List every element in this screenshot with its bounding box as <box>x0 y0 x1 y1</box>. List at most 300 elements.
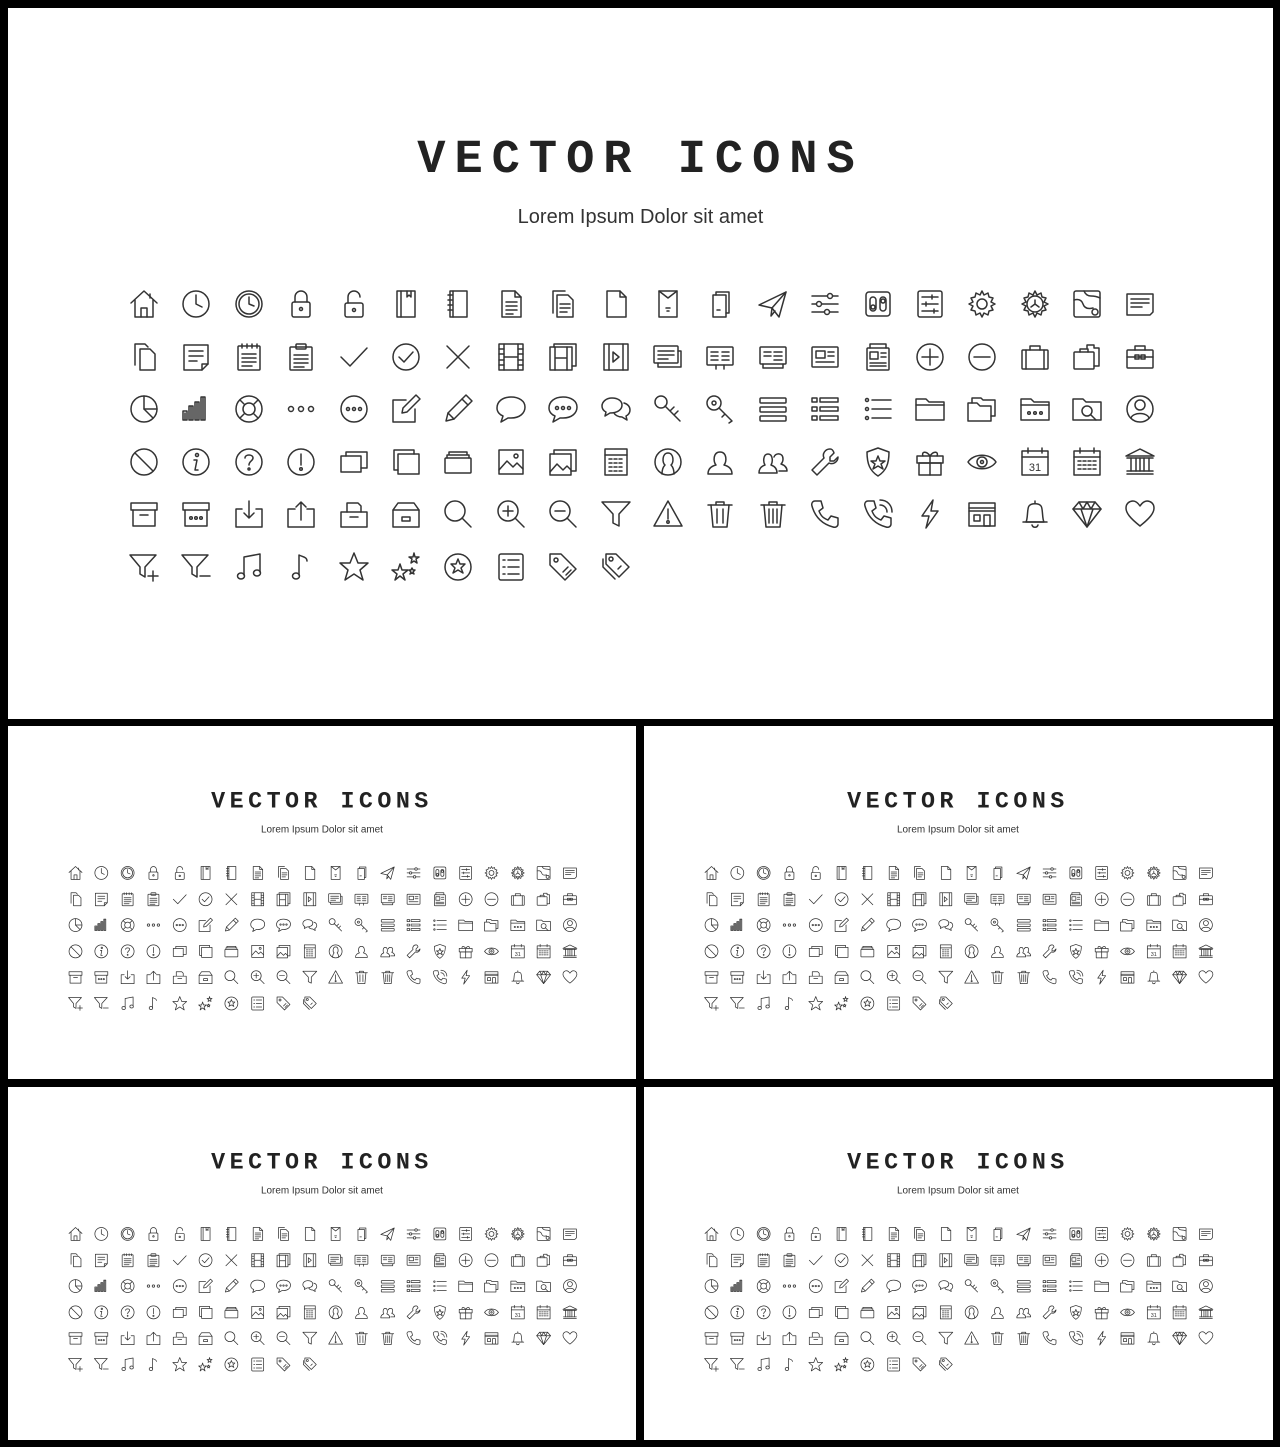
chats-icon <box>301 1277 319 1295</box>
folder-search-icon <box>1171 1277 1189 1295</box>
list-icon <box>807 391 843 427</box>
user-round-icon <box>327 1303 345 1321</box>
video-icon <box>937 890 955 908</box>
upload-box-icon <box>781 968 799 986</box>
notebook-icon <box>223 1225 241 1243</box>
thumbnail-slide-3[interactable] <box>8 1087 636 1440</box>
gear-icon <box>483 864 501 882</box>
bank-icon <box>561 1303 579 1321</box>
paper-plane-icon <box>755 286 791 322</box>
folders-icon <box>483 916 501 934</box>
diamond-icon <box>535 968 553 986</box>
copy-icon <box>126 339 162 375</box>
envelope-doc-icon <box>327 1225 345 1243</box>
images-icon <box>911 1303 929 1321</box>
pencil-icon <box>223 1277 241 1295</box>
slide-subtitle: Lorem Ipsum Dolor sit amet <box>517 206 764 228</box>
key-icon <box>963 1277 981 1295</box>
diamond-icon <box>535 1329 553 1347</box>
users-icon <box>379 942 397 960</box>
checklist-icon <box>493 549 529 585</box>
more-circle-icon <box>807 1277 825 1295</box>
film-icon <box>885 890 903 908</box>
bullet-list-icon <box>431 1277 449 1295</box>
stars-icon <box>197 995 215 1013</box>
user-circle-icon <box>1197 1277 1215 1295</box>
bell-icon <box>509 968 527 986</box>
checklist-icon <box>885 1356 903 1374</box>
chat-icon <box>885 916 903 934</box>
documents-icon <box>911 864 929 882</box>
archive-dots-icon <box>93 1329 111 1347</box>
ticket-icon <box>561 1225 579 1243</box>
pie-chart-icon <box>67 1277 85 1295</box>
document-icon <box>885 864 903 882</box>
cards-icon <box>989 890 1007 908</box>
paper-plane-icon <box>379 1225 397 1243</box>
user-circle-icon <box>561 1277 579 1295</box>
stars-icon <box>833 995 851 1013</box>
info-icon <box>729 942 747 960</box>
notepad-icon <box>755 1251 773 1269</box>
folder-search-icon <box>1171 916 1189 934</box>
phone-icon <box>405 968 423 986</box>
bar-chart-icon <box>93 916 111 934</box>
film-icon <box>249 890 267 908</box>
folder-icon <box>1093 916 1111 934</box>
chat-icon <box>885 1277 903 1295</box>
clock-filled-icon <box>119 1225 137 1243</box>
shield-star-icon <box>1067 1303 1085 1321</box>
box-open-icon <box>833 968 851 986</box>
users-icon <box>1015 1303 1033 1321</box>
zoom-in-icon <box>885 1329 903 1347</box>
suitcase-icon <box>509 890 527 908</box>
filter-minus-icon <box>93 1356 111 1374</box>
lifebuoy-icon <box>755 1277 773 1295</box>
suitcases-icon <box>1069 339 1105 375</box>
archive-icon <box>67 1329 85 1347</box>
list-icon <box>1041 1277 1059 1295</box>
warning-icon <box>963 1329 981 1347</box>
stars-icon <box>197 1356 215 1374</box>
slide-content <box>8 8 1273 719</box>
pie-chart-icon <box>703 1277 721 1295</box>
bar-chart-icon <box>178 391 214 427</box>
cards-icon <box>702 339 738 375</box>
minus-circle-icon <box>483 890 501 908</box>
chat-icon <box>249 916 267 934</box>
slide-subtitle: Lorem Ipsum Dolor sit amet <box>897 824 1019 836</box>
box-open-icon <box>833 1329 851 1347</box>
gift-icon <box>912 444 948 480</box>
copy-icon <box>67 890 85 908</box>
unlock-icon <box>171 864 189 882</box>
menu-icon <box>1015 916 1033 934</box>
wrench-icon <box>807 444 843 480</box>
star-badge-icon <box>440 549 476 585</box>
chat-typing-icon <box>911 1277 929 1295</box>
toggle-icon <box>1067 864 1085 882</box>
film-icon <box>493 339 529 375</box>
trash-icon <box>989 1329 1007 1347</box>
eye-icon <box>1119 1303 1137 1321</box>
svg-text:31: 31 <box>514 951 521 958</box>
menu-icon <box>755 391 791 427</box>
wrench-icon <box>405 1303 423 1321</box>
unlock-icon <box>336 286 372 322</box>
more-circle-icon <box>171 916 189 934</box>
unlock-icon <box>171 1225 189 1243</box>
calendar-icon <box>1171 1303 1189 1321</box>
lifebuoy-icon <box>119 1277 137 1295</box>
gift-icon <box>1093 942 1111 960</box>
news-stack-icon <box>1067 1251 1085 1269</box>
clock-filled-icon <box>119 864 137 882</box>
archive-icon <box>67 968 85 986</box>
phone-icon <box>1041 1329 1059 1347</box>
user-circle-icon <box>1122 391 1158 427</box>
grid-calendar-icon <box>937 1303 955 1321</box>
tag-icon <box>275 1356 293 1374</box>
clipboard-icon <box>781 1251 799 1269</box>
key-alt-icon <box>353 1277 371 1295</box>
notebook-icon <box>859 1225 877 1243</box>
zoom-out-icon <box>275 968 293 986</box>
gear-icon <box>483 1225 501 1243</box>
slide-title: VECTOR ICONS <box>847 1149 1069 1176</box>
slide-title: VECTOR ICONS <box>211 1149 433 1176</box>
check-icon <box>807 1251 825 1269</box>
slide-subtitle: Lorem Ipsum Dolor sit amet <box>261 1185 383 1197</box>
search-icon <box>859 968 877 986</box>
gear-alt-icon <box>509 864 527 882</box>
inbox-download-icon <box>119 968 137 986</box>
slide-subtitle: Lorem Ipsum Dolor sit amet <box>261 824 383 836</box>
book-icon <box>197 1225 215 1243</box>
info-icon <box>93 942 111 960</box>
search-icon <box>223 1329 241 1347</box>
messages-icon <box>327 1251 345 1269</box>
ticket-icon <box>1122 286 1158 322</box>
alert-circle-icon <box>781 1303 799 1321</box>
key-alt-icon <box>353 916 371 934</box>
note-icon <box>729 890 747 908</box>
check-circle-icon <box>197 1251 215 1269</box>
gear-icon <box>1119 1225 1137 1243</box>
alert-circle-icon <box>145 942 163 960</box>
plus-circle-icon <box>912 339 948 375</box>
heart-icon <box>1122 496 1158 532</box>
slide-content <box>8 1087 636 1440</box>
paper-plane-icon <box>1015 864 1033 882</box>
phone-call-icon <box>1067 968 1085 986</box>
user-circle-icon <box>561 916 579 934</box>
bullet-list-icon <box>431 916 449 934</box>
lifebuoy-icon <box>119 916 137 934</box>
filter-minus-icon <box>729 1356 747 1374</box>
more-icon <box>145 916 163 934</box>
lightning-icon <box>1093 968 1111 986</box>
menu-icon <box>379 1277 397 1295</box>
close-icon <box>223 1251 241 1269</box>
tray-icon <box>223 942 241 960</box>
sliders-icon <box>405 1225 423 1243</box>
phone-icon <box>807 496 843 532</box>
user-icon <box>353 942 371 960</box>
note-icon <box>729 1251 747 1269</box>
image-icon <box>885 1303 903 1321</box>
sliders-icon <box>1041 1225 1059 1243</box>
slide-title: VECTOR ICONS <box>417 134 864 187</box>
gear-icon <box>1119 864 1137 882</box>
list-icon <box>1041 916 1059 934</box>
users-icon <box>379 1303 397 1321</box>
sliders-icon <box>405 864 423 882</box>
folder-search-icon <box>535 916 553 934</box>
archive-dots-icon <box>729 1329 747 1347</box>
heart-icon <box>561 968 579 986</box>
bank-icon <box>1197 942 1215 960</box>
upload-box-icon <box>283 496 319 532</box>
warning-icon <box>963 968 981 986</box>
toggle-icon <box>1067 1225 1085 1243</box>
suitcase-icon <box>1145 890 1163 908</box>
film-icon <box>885 1251 903 1269</box>
star-badge-icon <box>859 995 877 1013</box>
music-note-icon <box>283 549 319 585</box>
box-open-icon <box>197 968 215 986</box>
video-icon <box>301 1251 319 1269</box>
stars-icon <box>388 549 424 585</box>
chat-icon <box>249 1277 267 1295</box>
store-icon <box>483 1329 501 1347</box>
image-icon <box>493 444 529 480</box>
tray-icon <box>859 942 877 960</box>
notepad-icon <box>755 890 773 908</box>
lock-icon <box>145 1225 163 1243</box>
filter-icon <box>301 968 319 986</box>
pages-icon <box>989 1225 1007 1243</box>
pages-icon <box>353 1225 371 1243</box>
gift-icon <box>457 942 475 960</box>
stars-icon <box>833 1356 851 1374</box>
document-icon <box>249 1225 267 1243</box>
slide-content <box>644 726 1272 1079</box>
thumbnail-slide-1[interactable] <box>8 726 636 1079</box>
films-icon <box>275 1251 293 1269</box>
blank-page-icon <box>937 1225 955 1243</box>
user-round-icon <box>327 942 345 960</box>
eye-icon <box>1119 942 1137 960</box>
check-icon <box>171 890 189 908</box>
bullet-list-icon <box>1067 916 1085 934</box>
search-icon <box>440 496 476 532</box>
folders-icon <box>1119 1277 1137 1295</box>
ban-icon <box>703 942 721 960</box>
cards-icon <box>989 1251 1007 1269</box>
svg-text:31: 31 <box>1150 951 1157 958</box>
home-icon <box>67 1225 85 1243</box>
edit-icon <box>833 916 851 934</box>
archive-dots-icon <box>178 496 214 532</box>
archive-dots-icon <box>729 968 747 986</box>
tags-icon <box>301 995 319 1013</box>
card-stack-icon <box>755 339 791 375</box>
windows-icon <box>807 1303 825 1321</box>
tag-icon <box>545 549 581 585</box>
document-icon <box>249 864 267 882</box>
ticket-icon <box>1197 864 1215 882</box>
blank-page-icon <box>937 864 955 882</box>
ban-icon <box>67 942 85 960</box>
help-icon <box>755 1303 773 1321</box>
filter-minus-icon <box>178 549 214 585</box>
lock-icon <box>781 1225 799 1243</box>
settings-panel-icon <box>1093 1225 1111 1243</box>
thumbnail-slide-2[interactable] <box>644 726 1273 1079</box>
music-notes-icon <box>119 995 137 1013</box>
music-notes-icon <box>119 1356 137 1374</box>
zoom-in-icon <box>249 1329 267 1347</box>
suitcase-icon <box>509 1251 527 1269</box>
windows-icon <box>171 942 189 960</box>
suitcases-icon <box>1171 1251 1189 1269</box>
bank-icon <box>1122 444 1158 480</box>
bullet-list-icon <box>1067 1277 1085 1295</box>
slide-subtitle: Lorem Ipsum Dolor sit amet <box>897 1185 1019 1197</box>
filter-icon <box>937 1329 955 1347</box>
upload-box-icon <box>145 968 163 986</box>
chat-icon <box>493 391 529 427</box>
clock-icon <box>178 286 214 322</box>
lightning-icon <box>457 1329 475 1347</box>
user-icon <box>702 444 738 480</box>
check-circle-icon <box>833 1251 851 1269</box>
box-doc-icon <box>171 968 189 986</box>
shield-star-icon <box>1067 942 1085 960</box>
layers-icon <box>388 444 424 480</box>
heart-icon <box>1197 968 1215 986</box>
users-icon <box>755 444 791 480</box>
menu-icon <box>379 916 397 934</box>
copy-icon <box>703 890 721 908</box>
newspaper-icon <box>405 1251 423 1269</box>
ban-icon <box>67 1303 85 1321</box>
svg-text:31: 31 <box>1028 461 1041 474</box>
lifebuoy-icon <box>231 391 267 427</box>
check-circle-icon <box>388 339 424 375</box>
book-icon <box>833 1225 851 1243</box>
more-icon <box>781 916 799 934</box>
thumbnail-slide-4[interactable] <box>644 1087 1273 1440</box>
edit-icon <box>388 391 424 427</box>
user-icon <box>989 942 1007 960</box>
alert-circle-icon <box>145 1303 163 1321</box>
layers-icon <box>833 1303 851 1321</box>
chat-typing-icon <box>545 391 581 427</box>
gift-icon <box>457 1303 475 1321</box>
clock-filled-icon <box>755 864 773 882</box>
heart-icon <box>561 1329 579 1347</box>
messages-icon <box>963 1251 981 1269</box>
main-slide <box>8 8 1273 719</box>
map-icon <box>1069 286 1105 322</box>
ticket-icon <box>1197 1225 1215 1243</box>
notebook-icon <box>440 286 476 322</box>
lock-icon <box>781 864 799 882</box>
cards-icon <box>353 1251 371 1269</box>
more-icon <box>145 1277 163 1295</box>
tags-icon <box>937 1356 955 1374</box>
card-stack-icon <box>379 1251 397 1269</box>
tag-icon <box>275 995 293 1013</box>
key-icon <box>650 391 686 427</box>
eye-icon <box>964 444 1000 480</box>
tray-icon <box>223 1303 241 1321</box>
eye-icon <box>483 1303 501 1321</box>
bullet-list-icon <box>860 391 896 427</box>
lightning-icon <box>912 496 948 532</box>
clipboard-icon <box>781 890 799 908</box>
lifebuoy-icon <box>755 916 773 934</box>
images-icon <box>275 1303 293 1321</box>
ban-icon <box>126 444 162 480</box>
windows-icon <box>807 942 825 960</box>
info-icon <box>729 1303 747 1321</box>
video-icon <box>937 1251 955 1269</box>
notebook-icon <box>223 864 241 882</box>
films-icon <box>545 339 581 375</box>
user-icon <box>989 1303 1007 1321</box>
user-round-icon <box>963 942 981 960</box>
settings-panel-icon <box>457 864 475 882</box>
folders-icon <box>1119 916 1137 934</box>
layers-icon <box>833 942 851 960</box>
star-icon <box>336 549 372 585</box>
filter-plus-icon <box>703 1356 721 1374</box>
shield-star-icon <box>860 444 896 480</box>
settings-panel-icon <box>912 286 948 322</box>
bank-icon <box>561 942 579 960</box>
box-doc-icon <box>807 1329 825 1347</box>
clock-filled-icon <box>231 286 267 322</box>
checklist-icon <box>249 995 267 1013</box>
close-icon <box>223 890 241 908</box>
sliders-icon <box>1041 864 1059 882</box>
diamond-icon <box>1171 968 1189 986</box>
clock-icon <box>93 1225 111 1243</box>
archive-icon <box>703 1329 721 1347</box>
notepad-icon <box>119 890 137 908</box>
plus-circle-icon <box>457 890 475 908</box>
envelope-doc-icon <box>650 286 686 322</box>
copy-icon <box>67 1251 85 1269</box>
wrench-icon <box>1041 942 1059 960</box>
music-notes-icon <box>231 549 267 585</box>
toolbox-icon <box>561 890 579 908</box>
help-icon <box>119 1303 137 1321</box>
ban-icon <box>703 1303 721 1321</box>
calendar-31-icon <box>1145 1303 1163 1321</box>
trash-alt-icon <box>755 496 791 532</box>
clock-icon <box>93 864 111 882</box>
folder-search-icon <box>535 1277 553 1295</box>
phone-call-icon <box>431 968 449 986</box>
documents-icon <box>275 864 293 882</box>
phone-call-icon <box>1067 1329 1085 1347</box>
plus-circle-icon <box>457 1251 475 1269</box>
